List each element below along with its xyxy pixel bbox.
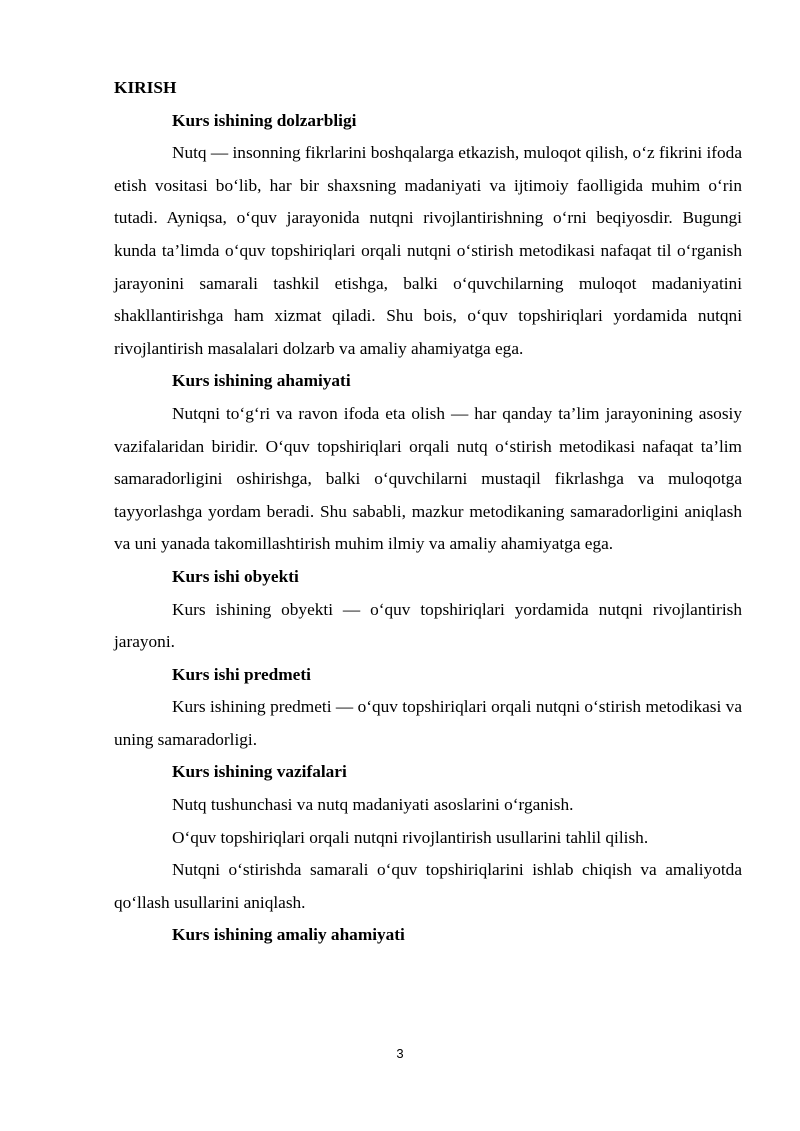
heading-obyekti: Kurs ishi obyekti <box>172 566 299 586</box>
heading-ahamiyati: Kurs ishining ahamiyati <box>172 371 351 391</box>
paragraph-ahamiyati: Nutqni to‘g‘ri va ravon ifoda eta olish — har qanday ta’lim jarayonining asosiy vazifalaridan biridir. O‘quv topshiriqlari orqali nutq o‘stirish metodikasi nafaqat ta’lim samaradorligini oshirishga, balki o‘quvchilarni mustaqil fikrlashga va muloqotga tayyorlashga yordam beradi. Shu sababli, mazkur metodikaning samaradorligini aniqlash va uni yanada takomillashtirish muhim ilmiy va amaliy ahamiyatga ega. <box>114 403 742 554</box>
document-page <box>114 72 742 952</box>
task-item-1: Nutq tushunchasi va nutq madaniyati asoslarini o‘rganish. <box>172 795 574 815</box>
heading-amaliy-ahamiyati: Kurs ishining amaliy ahamiyati <box>172 925 405 945</box>
paragraph-dolzarbligi: Nutq — insonning fikrlarini boshqalarga etkazish, muloqot qilish, o‘z fikrini ifoda etish vositasi bo‘lib, har bir shaxsning madaniyati va ijtimoiy faolligida muhim o‘rin tutadi. Ayniqsa, o‘quv jarayonida nutqni rivojlantirishning o‘rni beqiyosdir. Bugungi kunda ta’limda o‘quv topshiriqlari orqali nutqni o‘stirish metodikasi nafaqat til o‘rganish jarayonini samarali tashkil etishga, balki o‘quvchilarning muloqot madaniyatini shakllantirishga ham xizmat qiladi. Shu bois, o‘quv topshiriqlari yordamida nutqni rivojlantirish masalalari dolzarb va amaliy ahamiyatga ega. <box>114 143 742 358</box>
page-number: 3 <box>396 1046 404 1061</box>
paragraph-obyekti: Kurs ishining obyekti — o‘quv topshiriqlari yordamida nutqni rivojlantirish jarayoni. <box>114 599 742 652</box>
heading-dolzarbligi: Kurs ishining dolzarbligi <box>172 110 357 130</box>
paragraph-predmeti: Kurs ishining predmeti — o‘quv topshiriqlari orqali nutqni o‘stirish metodikasi va uning samaradorligi. <box>114 697 742 749</box>
heading-predmeti: Kurs ishi predmeti <box>172 664 311 684</box>
heading-vazifalari: Kurs ishining vazifalari <box>172 762 347 782</box>
document-title: KIRISH <box>114 78 177 97</box>
task-item-2: O‘quv topshiriqlari orqali nutqni rivojlantirish usullarini tahlil qilish. <box>172 827 649 847</box>
task-item-3: Nutqni o‘stirishda samarali o‘quv topshiriqlarini ishlab chiqish va amaliyotda qo‘llash usullarini aniqlash. <box>114 860 742 912</box>
